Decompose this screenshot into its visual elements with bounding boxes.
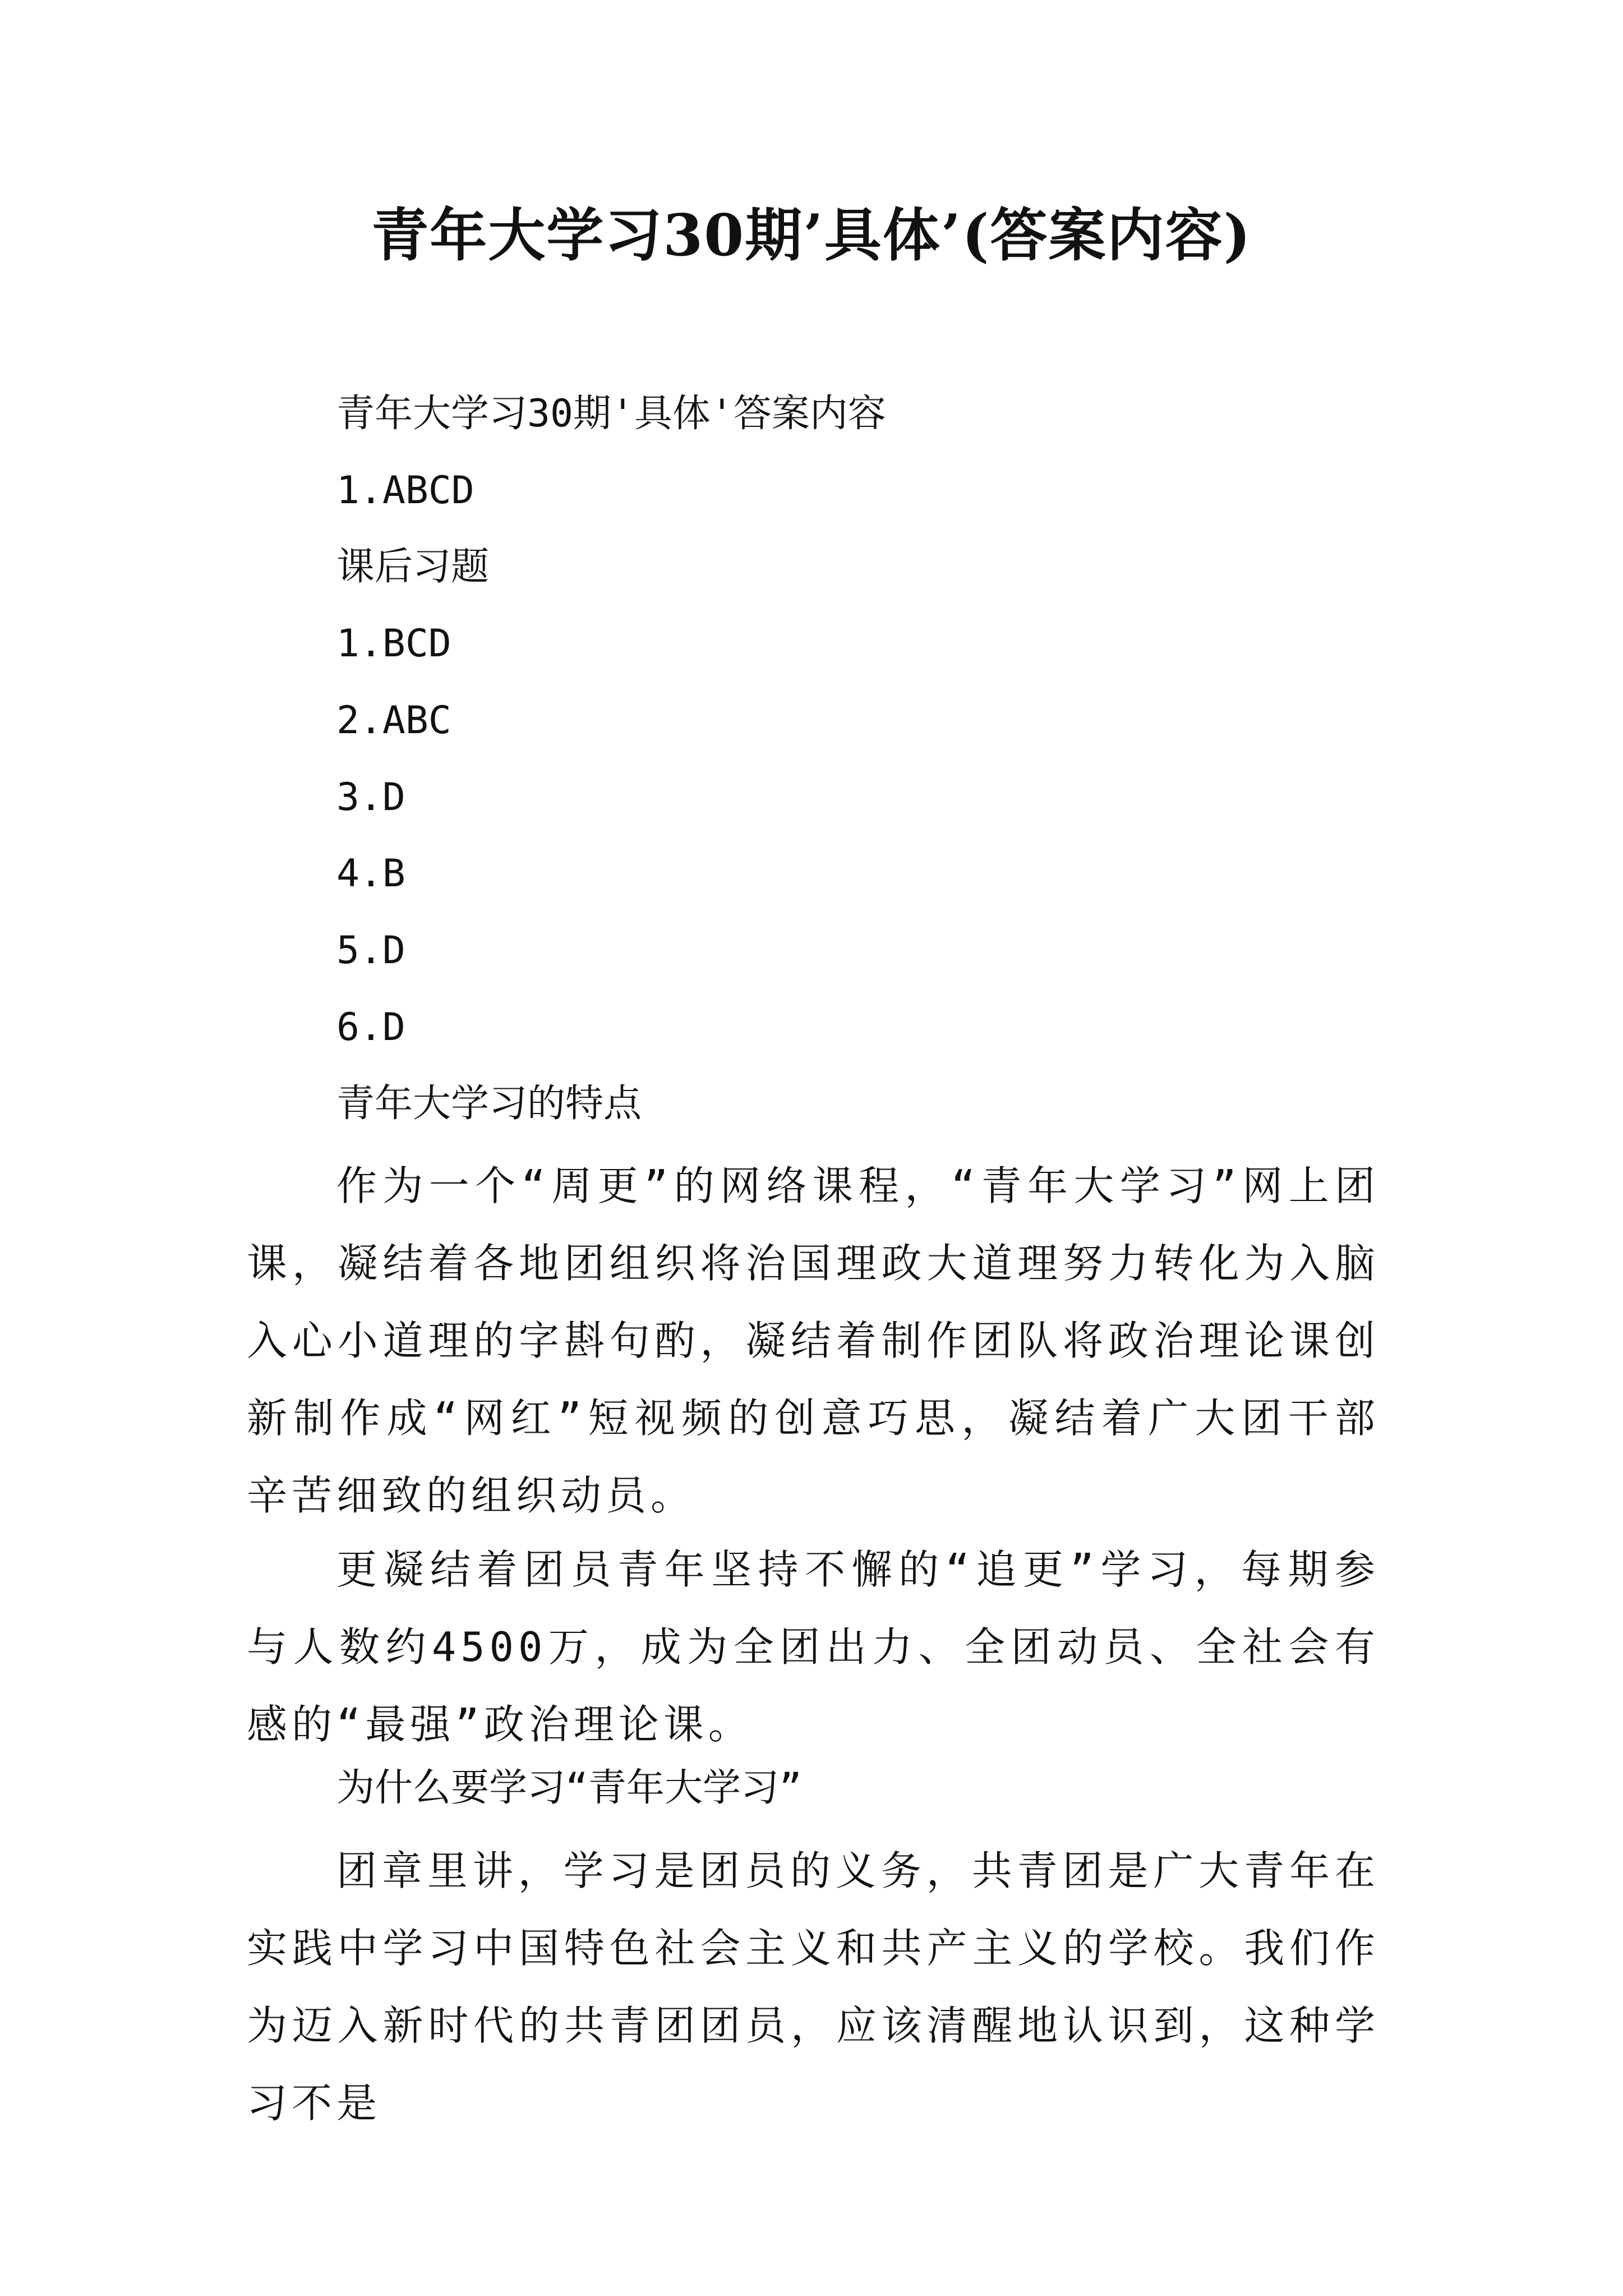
- why-heading: 为什么要学习“青年大学习”: [336, 1766, 802, 1810]
- exercises-heading: 课后习题: [336, 545, 490, 589]
- answer-item: 5.D: [336, 928, 405, 973]
- why-paragraph: 团章里讲，学习是团员的义务，共青团是广大青年在实践中学习中国特色社会主义和共产主义的学校。我们作为迈入新时代的共青团团员，应该清醒地认识到，这种学习不是: [247, 1847, 1380, 2127]
- answer-item: 6.D: [336, 1005, 405, 1050]
- features-heading: 青年大学习的特点: [336, 1082, 642, 1126]
- answer-item: 3.D: [336, 775, 405, 820]
- answer-item: 2.ABC: [336, 698, 451, 743]
- answer-item: 1.BCD: [336, 622, 451, 666]
- document-title: 青年大学习30期’具体’(答案内容): [371, 202, 1252, 269]
- document-subtitle: 青年大学习30期'具体'答案内容: [336, 392, 886, 436]
- first-answer: 1.ABCD: [336, 468, 474, 513]
- features-paragraph: 作为一个“周更”的网络课程，“青年大学习”网上团课，凝结着各地团组织将治国理政大道理努力转化为入脑入心小道理的字斟句酌，凝结着制作团队将政治理论课创新制作成“网红”短视频的创意巧思，凝结着广大团干部辛苦细致的组织动员。: [247, 1162, 1380, 1519]
- answer-item: 4.B: [336, 852, 405, 896]
- features-paragraph: 更凝结着团员青年坚持不懈的“追更”学习，每期参与人数约4500万，成为全团出力、全团动员、全社会有感的“最强”政治理论课。: [247, 1546, 1380, 1748]
